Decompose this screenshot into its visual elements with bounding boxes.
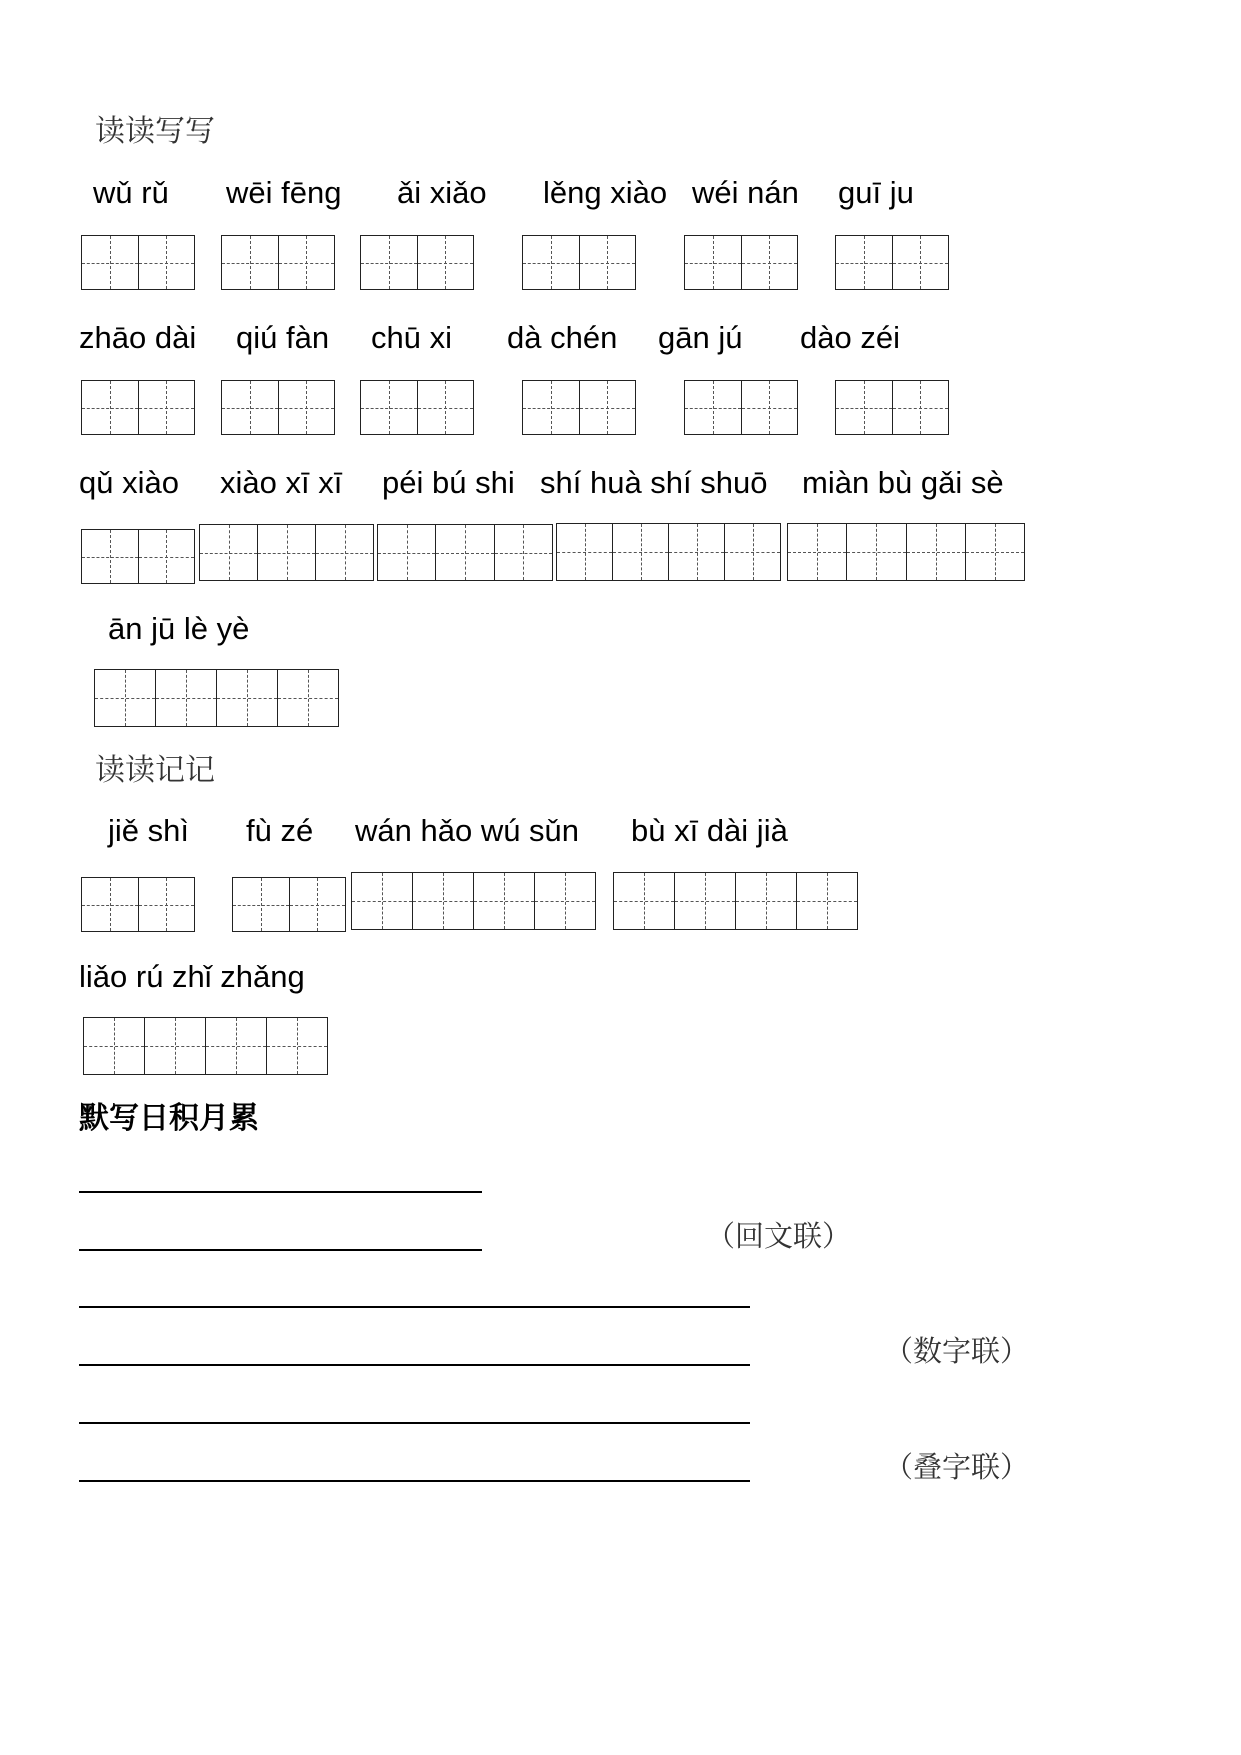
section-title-mo-xie-ri-ji-yue-lei: 默写日积月累 (79, 1101, 259, 1136)
pinyin-mian-bu-gai-se: miàn bù gǎi sè (802, 465, 1004, 500)
pinyin-da-chen: dà chén (507, 320, 618, 355)
writing-grid[interactable] (221, 380, 335, 435)
writing-grid[interactable] (787, 523, 1025, 581)
writing-grid[interactable] (522, 380, 636, 435)
answer-line[interactable] (79, 1364, 750, 1366)
answer-line[interactable] (79, 1249, 482, 1251)
writing-grid[interactable] (556, 523, 781, 581)
pinyin-wei-feng: wēi fēng (226, 175, 342, 210)
writing-grid[interactable] (684, 380, 798, 435)
answer-line[interactable] (79, 1191, 482, 1193)
note-shu-zi-lian: （数字联） (884, 1334, 1030, 1368)
writing-grid[interactable] (81, 235, 195, 290)
writing-grid[interactable] (522, 235, 636, 290)
answer-line[interactable] (79, 1306, 750, 1308)
pinyin-liao-ru-zhi-zhang: liǎo rú zhǐ zhǎng (79, 959, 305, 994)
writing-grid[interactable] (221, 235, 335, 290)
pinyin-qiu-fan: qiú fàn (236, 320, 330, 355)
section-title-du-du-xie-xie: 读读写写 (95, 114, 215, 149)
pinyin-zhao-dai: zhāo dài (79, 320, 197, 355)
writing-grid[interactable] (835, 235, 949, 290)
writing-grid[interactable] (94, 669, 339, 727)
pinyin-chu-xi: chū xi (371, 320, 452, 355)
pinyin-gan-ju: gān jú (658, 320, 743, 355)
note-die-zi-lian: （叠字联） (884, 1450, 1030, 1484)
pinyin-jie-shi: jiě shì (108, 813, 189, 848)
pinyin-fu-ze: fù zé (246, 813, 314, 848)
pinyin-pei-bu-shi: péi bú shi (382, 465, 515, 500)
writing-grid[interactable] (377, 524, 553, 581)
pinyin-qu-xiao: qǔ xiào (79, 465, 179, 500)
writing-grid[interactable] (232, 877, 346, 932)
pinyin-wei-nan: wéi nán (692, 175, 799, 210)
section-title-du-du-ji-ji: 读读记记 (95, 753, 215, 788)
writing-grid[interactable] (351, 872, 596, 930)
pinyin-shi-hua-shi-shuo: shí huà shí shuō (540, 465, 768, 500)
writing-grid[interactable] (613, 872, 858, 930)
answer-line[interactable] (79, 1480, 750, 1482)
answer-line[interactable] (79, 1422, 750, 1424)
writing-grid[interactable] (360, 380, 474, 435)
writing-grid[interactable] (199, 524, 374, 581)
pinyin-leng-xiao: lěng xiào (543, 175, 668, 210)
pinyin-an-ju-le-ye: ān jū lè yè (108, 611, 250, 646)
pinyin-ai-xiao: ǎi xiǎo (397, 175, 487, 210)
writing-grid[interactable] (81, 380, 195, 435)
pinyin-dao-zei: dào zéi (800, 320, 900, 355)
writing-grid[interactable] (83, 1017, 328, 1075)
writing-grid[interactable] (360, 235, 474, 290)
writing-grid[interactable] (81, 877, 195, 932)
writing-grid[interactable] (81, 529, 195, 584)
pinyin-gui-ju: guī ju (838, 175, 914, 210)
pinyin-wu-ru: wǔ rǔ (93, 175, 169, 210)
pinyin-wan-hao-wu-sun: wán hǎo wú sǔn (355, 813, 580, 848)
writing-grid[interactable] (684, 235, 798, 290)
writing-grid[interactable] (835, 380, 949, 435)
pinyin-bu-xi-dai-jia: bù xī dài jià (631, 813, 788, 848)
pinyin-xiao-xi-xi: xiào xī xī (220, 465, 343, 500)
note-hui-wen-lian: （回文联） (706, 1219, 852, 1253)
